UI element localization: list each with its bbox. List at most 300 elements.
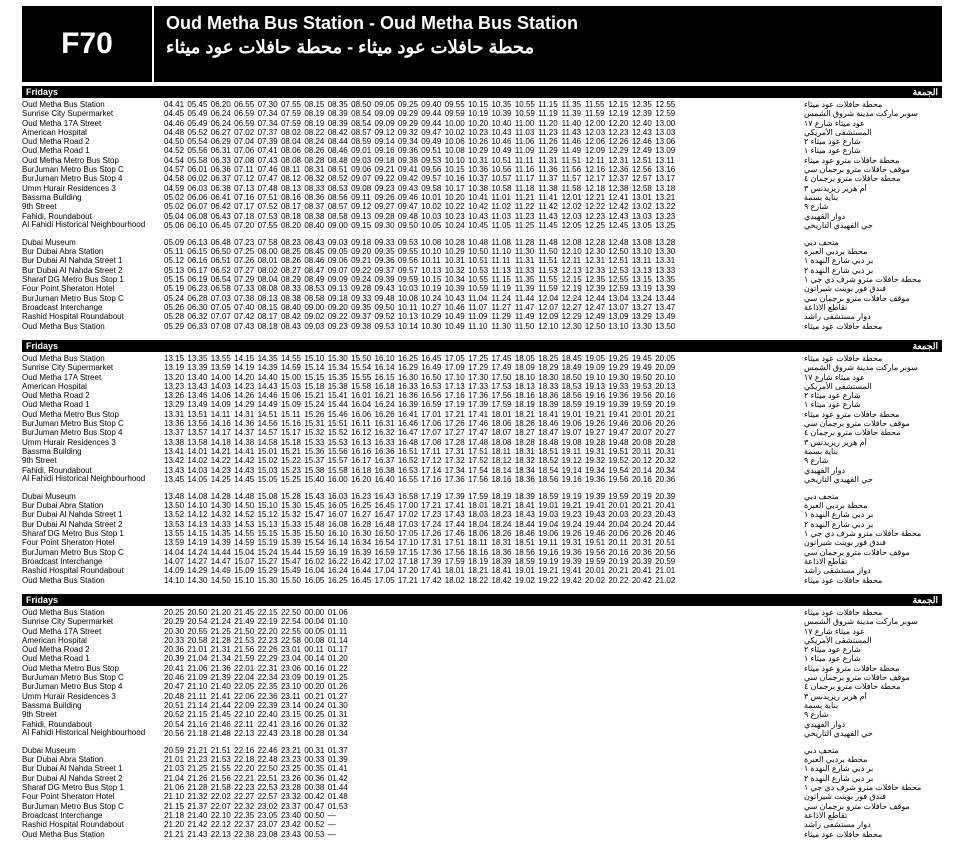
departure-time: 16.06 [351, 409, 372, 419]
stop-row [22, 701, 942, 710]
departure-time: 11.46 [561, 137, 582, 147]
departure-time: 16.43 [374, 491, 395, 501]
departure-time: 09.03 [327, 237, 348, 247]
departure-time: 21.56 [210, 773, 231, 783]
stop-times [164, 729, 804, 746]
departure-time: 12.20 [608, 118, 629, 128]
departure-time: 20.16 [631, 474, 652, 484]
departure-time: 15.41 [327, 391, 348, 401]
departure-time: 15.10 [257, 501, 278, 511]
stop-name-arabic: بر دبي شارع النهدة ٢ [804, 773, 874, 783]
stop-row [22, 238, 942, 247]
departure-time: 17.02 [397, 510, 418, 520]
departure-time: 11.13 [491, 265, 511, 275]
departure-time: 09.50 [397, 220, 418, 230]
departure-time: 05.56 [187, 146, 208, 156]
departure-time: 19.54 [608, 465, 629, 475]
departure-time: 00.04 [304, 617, 325, 627]
departure-time: 09.01 [351, 146, 372, 156]
departure-time: 15.30 [257, 575, 278, 585]
departure-time: 21.03 [164, 764, 185, 774]
departure-time: 18.01 [444, 566, 465, 576]
departure-time: 13.11 [631, 256, 652, 266]
stop-name-arabic: فندق فور بوينت شيراتون [804, 792, 886, 802]
departure-time: 19.12 [561, 456, 582, 466]
departure-time: 08.50 [351, 100, 372, 109]
departure-time: 15.36 [304, 446, 325, 456]
stop-times [164, 174, 804, 183]
stop-name-arabic: شارع ٩ [804, 202, 829, 212]
stop-name-arabic: محطة حافلات عود ميثاء [804, 575, 883, 585]
stop-row [22, 774, 942, 783]
stop-name-english: Oud Metha Metro Bus Stop [22, 155, 119, 165]
departure-time: 21.51 [210, 745, 231, 755]
departure-time: 01.39 [327, 755, 348, 765]
stop-name-english: Sharaf DG Metro Bus Stop 1 [22, 529, 124, 539]
departure-time: 12.07 [538, 302, 559, 312]
stop-name-arabic: تقاطع الاذاعة [804, 302, 848, 312]
stop-times [164, 212, 804, 221]
stop-name-english: Bur Dubai Al Nahda Street 2 [22, 773, 123, 783]
departure-time: 12.15 [561, 275, 582, 285]
stop-name-arabic: دوار مستشفى راشد [804, 820, 871, 830]
departure-time: 01.14 [327, 635, 348, 645]
departure-time: 23.16 [280, 719, 301, 729]
departure-time: 19.51 [608, 446, 629, 456]
departure-time: 15.50 [304, 529, 325, 539]
departure-time: 11.30 [491, 321, 511, 331]
stop-row [22, 729, 942, 746]
departure-time: 00.16 [304, 663, 325, 673]
stop-times [164, 654, 804, 663]
departure-time: 21.20 [210, 608, 231, 617]
departure-time: 22.05 [234, 682, 255, 692]
departure-time: 19.44 [585, 519, 606, 529]
departure-time: 12.19 [608, 109, 629, 119]
departure-time: 17.05 [374, 575, 395, 585]
departure-time: 00.20 [304, 682, 325, 692]
stop-name-english: BurJuman Metro Bus Stop C [22, 419, 124, 429]
departure-time: 08.49 [304, 275, 325, 285]
stop-row [22, 492, 942, 501]
stop-row [22, 538, 942, 547]
departure-time: 14.19 [187, 538, 208, 548]
departure-time: 11.19 [491, 284, 511, 294]
departure-time: 23.14 [280, 700, 301, 710]
departure-time: 05.52 [187, 127, 208, 137]
stop-times [164, 566, 804, 575]
departure-time: 16.00 [327, 474, 348, 484]
departure-time: 12.29 [561, 312, 582, 322]
departure-time: 17.34 [444, 465, 465, 475]
departure-time: 14.00 [210, 372, 231, 382]
departure-time: 14.42 [234, 456, 255, 466]
departure-time: 11.11 [491, 256, 511, 266]
stop-name-arabic: شارع ٩ [804, 710, 829, 720]
departure-time: 16.39 [351, 547, 372, 557]
departure-time: 09.34 [397, 137, 418, 147]
departure-time: 09.56 [421, 165, 442, 175]
departure-time: 18.19 [468, 556, 489, 566]
departure-time: 12.37 [608, 174, 629, 184]
departure-time: 21.45 [234, 608, 255, 617]
departure-time: 15.54 [304, 538, 325, 548]
departure-time: 17.12 [421, 456, 442, 466]
stop-name-english: Oud Metha Road 1 [22, 400, 90, 410]
departure-time: 22.12 [210, 820, 231, 830]
departure-time: 09.22 [374, 174, 395, 184]
departure-time: 00.19 [304, 673, 325, 683]
departure-time: 05.29 [164, 321, 185, 331]
departure-time: 19.48 [608, 437, 629, 447]
stop-name-english: Fahidi, Roundabout [22, 465, 92, 475]
departure-time: 10.31 [444, 256, 465, 266]
departure-time: 15.15 [304, 372, 325, 382]
departure-time: 19.11 [561, 446, 582, 456]
departure-time: 15.50 [280, 575, 301, 585]
departure-time: 08.26 [304, 146, 325, 156]
departure-time: 11.00 [514, 118, 535, 128]
departure-time: 10.46 [491, 137, 512, 147]
departure-time: 16.42 [351, 556, 372, 566]
departure-time: 09.57 [421, 174, 442, 184]
departure-time: 00.50 [304, 810, 325, 820]
day-label-arabic: الجمعة [912, 340, 938, 351]
stop-row [22, 720, 942, 729]
departure-time: 10.29 [468, 146, 489, 156]
departure-time: 11.10 [491, 247, 511, 257]
stop-name-arabic: شارع عود ميثاء ١ [804, 400, 861, 410]
departure-time: 07.11 [234, 165, 254, 175]
departure-time: 01.34 [327, 728, 348, 738]
departure-time: 21.01 [164, 755, 185, 765]
stop-name-arabic: حي الفهيدي التاريخي [804, 220, 873, 230]
departure-time: 15.03 [280, 381, 301, 391]
departure-time: 12.43 [631, 127, 652, 137]
departure-time: 05.06 [164, 220, 185, 230]
departure-time: 16.41 [397, 409, 418, 419]
stop-name-english: Fahidi, Roundabout [22, 719, 92, 729]
departure-time: 07.39 [257, 137, 278, 147]
departure-time: 07.40 [234, 302, 255, 312]
departure-time: 10.35 [491, 100, 512, 109]
departure-time: 20.56 [164, 728, 185, 738]
departure-time: 11.59 [538, 284, 558, 294]
departure-time: 01.22 [327, 663, 348, 673]
departure-time: 20.36 [164, 645, 185, 655]
departure-time: 08.26 [280, 256, 301, 266]
stop-row [22, 475, 942, 492]
departure-time: 15.32 [304, 428, 325, 438]
departure-time: 22.13 [210, 829, 231, 839]
departure-time: 08.57 [327, 202, 348, 212]
departure-time: 20.39 [164, 654, 185, 664]
stop-times [164, 548, 804, 557]
stop-name-arabic: المستشفى الأمريكي [804, 381, 872, 391]
departure-time: 15.28 [280, 491, 301, 501]
departure-time: 09.51 [421, 146, 442, 156]
stop-times [164, 221, 804, 238]
departure-time: 19.31 [561, 538, 582, 548]
departure-time: 22.36 [257, 691, 278, 701]
departure-time: 17.59 [444, 556, 465, 566]
departure-time: 11.47 [514, 302, 535, 312]
departure-time: 17.41 [444, 501, 465, 511]
departure-time: 18.11 [491, 446, 511, 456]
stop-name-english: Four Point Sheraton Hotel [22, 538, 115, 548]
departure-time: 22.06 [234, 691, 255, 701]
departure-time: 10.59 [468, 284, 489, 294]
departure-time: 17.45 [491, 354, 512, 363]
departure-time: 13.04 [608, 293, 629, 303]
departure-time: 21.40 [187, 810, 208, 820]
departure-time: 19.53 [631, 381, 652, 391]
departure-time: 20.42 [631, 575, 652, 585]
departure-time: 01.27 [327, 691, 348, 701]
departure-time: 19.23 [561, 510, 582, 520]
departure-time: 11.36 [538, 165, 558, 175]
departure-time: 10.43 [491, 127, 512, 137]
stop-row [22, 529, 942, 538]
stop-times [164, 466, 804, 475]
stop-row [22, 783, 942, 792]
departure-time: 19.10 [585, 372, 606, 382]
stop-name-english: Oud Metha Bus Station [22, 100, 105, 109]
departure-time: 00.52 [304, 820, 325, 830]
departure-time: 17.59 [491, 400, 512, 410]
departure-time: 13.57 [187, 428, 208, 438]
day-header-bar [22, 86, 942, 98]
stop-name-arabic: شارع عود ميثاء ١ [804, 654, 861, 664]
departure-time: 04.50 [164, 137, 185, 147]
departure-time: 06.59 [234, 109, 255, 119]
departure-time: 10.31 [468, 155, 489, 165]
departure-time: 16.15 [374, 372, 395, 382]
stop-times [164, 137, 804, 146]
stop-name-english: Rashid Hospital Roundabout [22, 566, 124, 576]
departure-time: 18.27 [514, 428, 535, 438]
departure-time: 20.39 [655, 491, 676, 501]
departure-time: 21.28 [210, 635, 231, 645]
departure-time: 22.54 [280, 617, 301, 627]
departure-time: 13.09 [655, 146, 676, 156]
departure-time: 01.32 [327, 719, 348, 729]
departure-time: 20.19 [608, 556, 629, 566]
stop-name-english: BurJuman Metro Bus Stop 4 [22, 682, 123, 692]
departure-time: 19.19 [538, 556, 559, 566]
departure-time: 18.16 [491, 474, 512, 484]
departure-time: 05.09 [164, 237, 185, 247]
departure-time: 15.46 [327, 409, 348, 419]
departure-time: 19.21 [561, 501, 582, 511]
departure-time: 10.34 [444, 275, 465, 285]
departure-time: 22.20 [234, 764, 255, 774]
departure-time: 10.06 [444, 137, 465, 147]
departure-time: 23.06 [280, 663, 301, 673]
departure-time: 20.36 [655, 474, 676, 484]
departure-time: 07.58 [257, 237, 278, 247]
departure-time: 14.59 [280, 363, 301, 373]
departure-time: 17.11 [421, 446, 441, 456]
stop-name-english: Bur Dubai Al Nahda Street 1 [22, 764, 123, 774]
departure-time: 22.35 [234, 810, 255, 820]
stop-row [22, 391, 942, 400]
departure-time: 13.11 [655, 155, 675, 165]
departure-time: 00.24 [304, 700, 325, 710]
departure-time: 16.13 [351, 437, 372, 447]
departure-time: — [327, 820, 336, 830]
departure-time: 12.05 [561, 220, 582, 230]
departure-time: 01.37 [327, 745, 348, 755]
departure-time: 13.08 [631, 237, 652, 247]
departure-time: 07.27 [234, 265, 255, 275]
departure-time: 11.39 [561, 109, 582, 119]
stop-name-english: Al Fahidi Historical Neighbourhood [22, 220, 146, 229]
departure-time: 00.11 [304, 645, 324, 655]
departure-time: 12.11 [585, 155, 605, 165]
departure-time: 21.37 [187, 801, 208, 811]
stop-name-arabic: أم هرير ريزيدنس ٣ [804, 691, 867, 701]
stop-name-arabic: محطة حافلات مترو برجمان ٤ [804, 174, 901, 184]
departure-time: 15.32 [280, 510, 301, 520]
departure-time: 20.44 [655, 519, 676, 529]
departure-time: 10.42 [468, 202, 489, 212]
stop-name-english: Oud Metha Bus Station [22, 575, 105, 585]
departure-time: 20.43 [655, 510, 676, 520]
departure-time: 16.33 [374, 437, 395, 447]
departure-time: 12.24 [561, 293, 582, 303]
departure-time: 22.51 [257, 773, 278, 783]
stop-name-arabic: محطة حافلات مترو برجمان ٤ [804, 428, 901, 438]
departure-time: 16.10 [327, 529, 348, 539]
departure-time: 19.01 [561, 409, 582, 419]
departure-time: 21.58 [210, 783, 231, 793]
departure-time: 14.13 [187, 519, 208, 529]
departure-time: 12.35 [585, 275, 606, 285]
departure-time: 23.10 [280, 682, 301, 692]
stop-times [164, 830, 804, 839]
departure-time: 16.52 [397, 456, 418, 466]
departure-time: 06.16 [187, 256, 208, 266]
departure-time: 06.15 [187, 247, 208, 257]
departure-time: 20.56 [655, 547, 676, 557]
departure-time: 18.13 [514, 381, 535, 391]
departure-time: 18.03 [468, 510, 489, 520]
departure-time: 18.51 [538, 446, 559, 456]
departure-time: 06.13 [187, 237, 208, 247]
departure-time: 16.10 [374, 354, 395, 363]
departure-time: 14.49 [257, 400, 278, 410]
departure-time: 06.27 [210, 127, 231, 137]
departure-time: 11.33 [514, 265, 535, 275]
stop-row [22, 557, 942, 566]
stop-name-arabic: متحف دبي [804, 745, 839, 755]
departure-time: 16.49 [421, 363, 442, 373]
departure-time: 18.19 [514, 400, 535, 410]
departure-time: 08.00 [257, 247, 278, 257]
stop-name-english: BurJuman Metro Bus Stop 4 [22, 174, 123, 184]
stop-times [164, 382, 804, 391]
departure-time: 06.06 [187, 192, 208, 202]
departure-time: 10.13 [421, 265, 442, 275]
departure-time: 19.03 [538, 510, 559, 520]
stop-name-english: Bur Dubai Abra Station [22, 501, 104, 511]
stop-times [164, 256, 804, 265]
stop-name-arabic: متحف دبي [804, 491, 839, 501]
departure-time: 18.36 [538, 391, 559, 401]
departure-time: 13.58 [187, 437, 208, 447]
departure-time: 18.48 [538, 437, 559, 447]
stop-name-arabic: دوار الفهيدي [804, 465, 846, 475]
departure-time: 23.01 [280, 645, 301, 655]
departure-time: 21.56 [234, 645, 255, 655]
departure-time: 18.06 [491, 419, 512, 429]
stop-times [164, 165, 804, 174]
departure-time: 15.35 [327, 372, 348, 382]
departure-time: 20.25 [164, 608, 185, 617]
departure-time: 09.39 [374, 275, 395, 285]
departure-time: 19.02 [514, 575, 535, 585]
departure-time: 07.42 [234, 312, 255, 322]
departure-time: 16.28 [351, 519, 372, 529]
stop-row [22, 294, 942, 303]
departure-time: 11.05 [491, 220, 511, 230]
departure-time: 22.29 [257, 654, 278, 664]
stop-row [22, 510, 942, 519]
stop-name-arabic: محطة حافلات عود ميثاء [804, 829, 883, 839]
timetable-section-morning [22, 86, 942, 331]
departure-time: 14.39 [257, 363, 278, 373]
stop-name-english: Bur Dubai Al Nahda Street 1 [22, 256, 123, 266]
departure-time: 17.05 [397, 529, 418, 539]
stop-name-arabic: محطة حافلات عود ميثاء [804, 100, 883, 109]
departure-time: 16.44 [351, 566, 372, 576]
departure-time: 21.21 [164, 829, 185, 839]
departure-time: 18.26 [491, 529, 512, 539]
stop-row [22, 428, 942, 437]
departure-time: 18.30 [538, 372, 559, 382]
departure-time: 16.12 [351, 428, 372, 438]
departure-time: 20.01 [608, 501, 629, 511]
stop-name-english: Oud Metha Road 1 [22, 654, 90, 664]
departure-time: 18.28 [514, 437, 535, 447]
departure-time: 11.15 [538, 100, 558, 109]
departure-time: 06.24 [210, 109, 231, 119]
departure-time: 14.30 [187, 575, 208, 585]
departure-time: 14.49 [210, 566, 231, 576]
departure-time: 09.05 [327, 247, 348, 257]
departure-time: 20.39 [631, 556, 652, 566]
stop-name-english: Sunrise City Supermarket [22, 109, 114, 119]
departure-time: 16.37 [374, 456, 395, 466]
departure-time: 18.46 [514, 529, 535, 539]
departure-time: 20.13 [655, 381, 676, 391]
departure-time: 07.43 [234, 321, 255, 331]
departure-time: 08.20 [280, 220, 301, 230]
departure-time: 09.25 [397, 100, 418, 109]
departure-time: 22.20 [257, 626, 278, 636]
departure-time: 09.49 [421, 137, 442, 147]
departure-time: 15.45 [304, 501, 325, 511]
departure-time: 13.16 [655, 165, 676, 175]
stop-name-arabic: المستشفى الأمريكي [804, 127, 872, 137]
departure-time: 20.59 [164, 745, 185, 755]
departure-time: 10.01 [421, 192, 442, 202]
departure-time: 09.12 [374, 127, 395, 137]
departure-time: 08.33 [280, 284, 301, 294]
departure-time: 11.28 [514, 237, 535, 247]
stop-row [22, 256, 942, 265]
